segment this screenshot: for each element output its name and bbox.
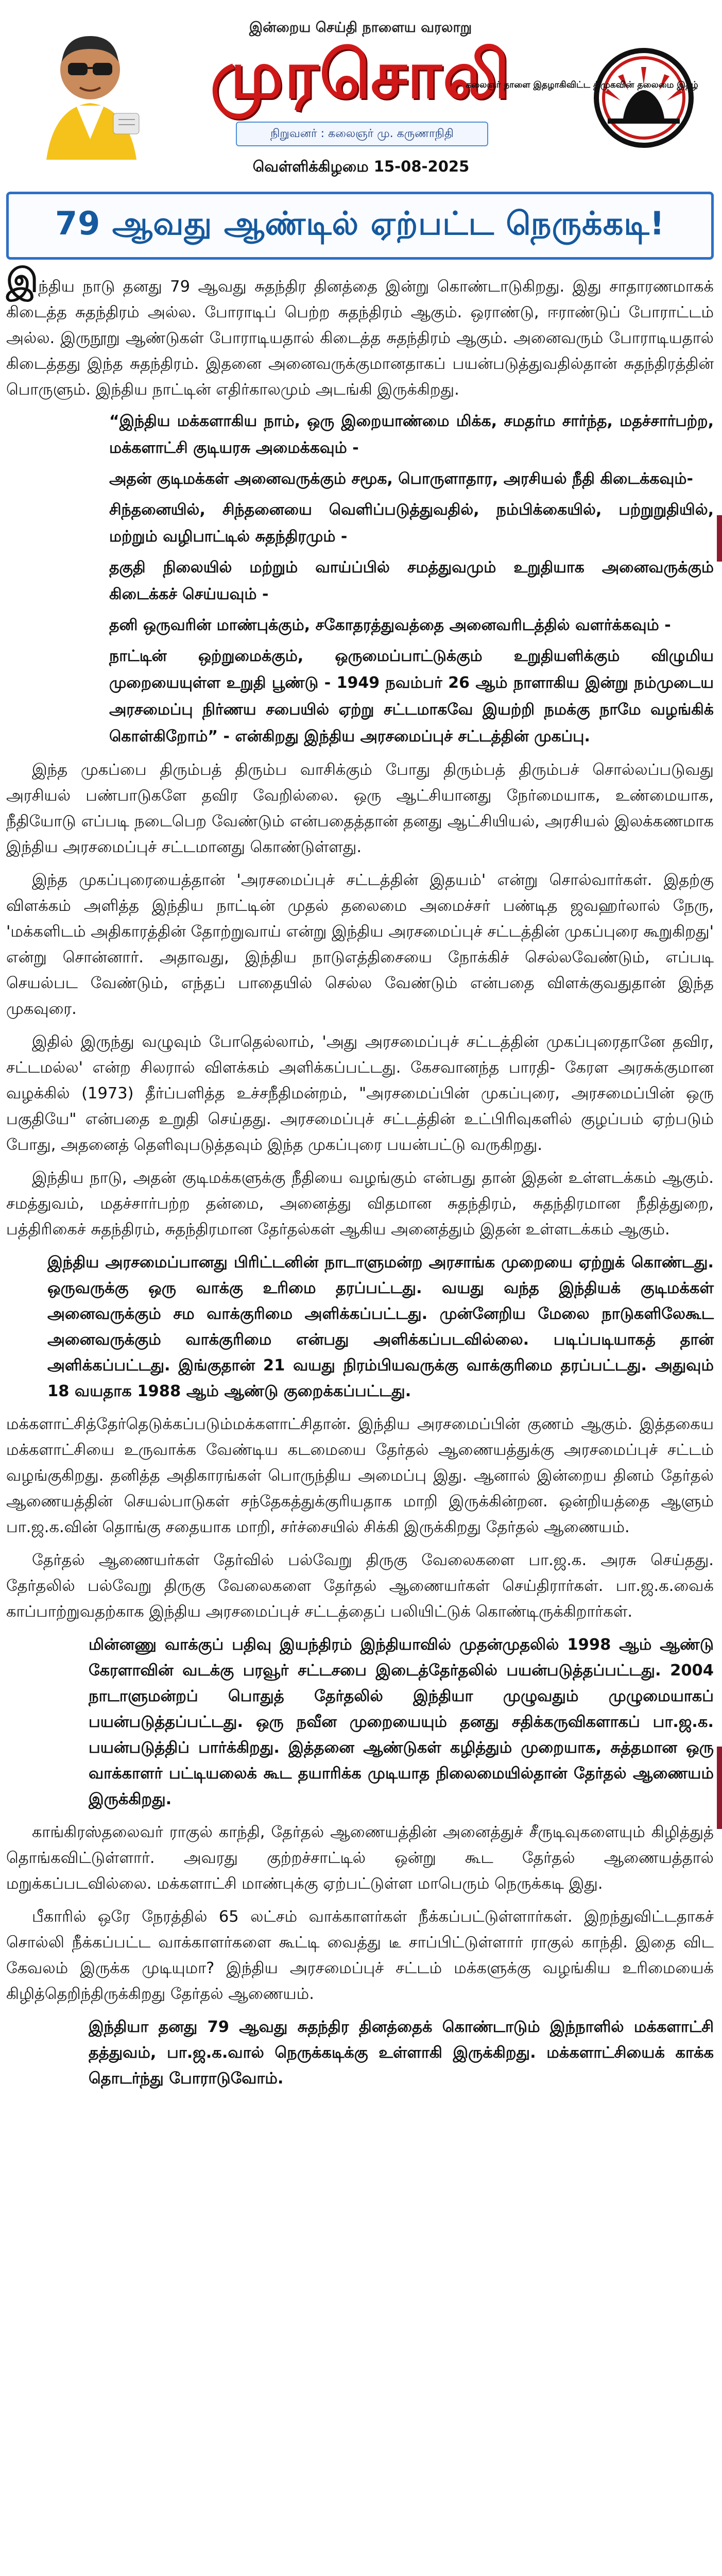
- newspaper-brand: முரசொலி: [210, 36, 511, 113]
- headline: 79 ஆவது ஆண்டில் ஏற்பட்ட நெருக்கடி!: [55, 205, 665, 242]
- paragraph-5: இந்திய நாடு, அதன் குடிமக்களுக்கு நீதியை வழங்கும் என்பது தான் இதன் உள்ளடக்கம் ஆகும். சமத்துவம், மதச்சார்பற்ற தன்மை, அனைத்து விதமான சுதந்திரம், சுதந்திரமான நீதித்துறை, பத்திரிகைச் சுதந்திரம், சுதந்திரமான தேர்தல்கள் ஆகிய அனைத்தும் இதன் உள்ளடக்கம் ஆகும்.: [6, 1169, 714, 1239]
- paragraph-7: தேர்தல் ஆணையர்கள் தேர்வில் பல்வேறு திருகு வேலைகளை பா.ஜ.க. அரசு செய்தது. தேர்தலில் பல்வேறு திருகு வேலைகளை தேர்தல் ஆணையர்கள் செய்திரார்கள். பா.ஜ.க.வைக் காப்பாற்றுவதற்காக இந்திய அரசமைப்புச் சட்டத்தைப் பலியிட்டுக் கொண்டிருக்கிறார்கள்.: [6, 1551, 714, 1621]
- paragraph-2: இந்த முகப்பை திரும்பத் திரும்ப வாசிக்கும் போது திரும்பத் திரும்பச் சொல்லப்படுவது அரசியல் பண்பாடுகளே தவிர வேறில்லை. ஒரு ஆட்சியானது நேர்மையாக, உண்மையாக, நீதியோடு எப்படி நடைபெற வேண்டும் என்பதைத்தான் தனது ஆட்சியியல், அரசியல் இலக்கணமாக இந்திய அரசமைப்புச் சட்டமானது கொண்டுள்ளது.: [6, 761, 714, 856]
- highlight-3: இந்தியா தனது 79 ஆவது சுதந்திர தினத்தைக் கொண்டாடும் இந்நாளில் மக்களாட்சி தத்துவம், பா.ஜ.க.வால் நெருக்கடிக்கு உள்ளாகி இருக்கிறது. மக்களாட்சியைக் காக்க தொடர்ந்து போராடுவோம்.: [89, 2018, 714, 2088]
- quote-line-1: “இந்திய மக்களாகிய நாம், ஒரு இறையாண்மை மிக்க, சமதர்ம சார்ந்த, மதச்சார்பற்ற, மக்களாட்சி குடியரசு அமைக்கவும் -: [109, 412, 714, 457]
- tagline: இன்றைய செய்தி நாளைய வரலாறு: [249, 20, 472, 36]
- margin-mark-2: [717, 1747, 722, 1829]
- paragraph-3: இந்த முகப்புரையைத்தான் 'அரசமைப்புச் சட்டத்தின் இதயம்' என்று சொல்வார்கள். இதற்கு விளக்கம் அளித்த இந்திய நாட்டின் முதல் தலைமை அமைச்சர் பண்டித ஜவஹர்லால் நேரு, 'மக்களிடம் அதிகாரத்தின் தோற்றுவாய் என்று இந்திய அரசமைப்புச் சட்டத்தின் முகப்புரை கூறுகிறது' என்று சொன்னார். அதாவது, இந்திய நாடுஎத்திசையை நோக்கிச் செல்லவேண்டும், எப்படி செயல்பட வேண்டும், எந்தப் பாதையில் செல்ல வேண்டும் என்பதை விளக்குவதுதான் இந்த முகவுரை.: [6, 871, 714, 1018]
- paragraph-6: மக்களாட்சித்தேர்தெடுக்கப்படும்மக்களாட்சிதான். இந்திய அரசமைப்பின் குணம் ஆகும். இத்தகைய மக்களாட்சியை உருவாக்க வேண்டிய கடமையை தேர்தல் ஆணையத்துக்கு அரசமைப்புச் சட்டம் வழங்குகிறது. தனித்த அதிகாரங்கள் பொருந்திய அமைப்பு இது. ஆனால் இன்றைய தினம் தேர்தல் ஆணையத்தின் செயல்பாடுகள் சந்தேகத்துக்குரியதாக மாறி இருக்கின்றன. ஒன்றியத்தை ஆளும் பா.ஜ.க.வின் தொங்கு சதையாக மாறி, சர்ச்சையில் சிக்கி இருக்கிறது தேர்தல் ஆணையம்.: [6, 1415, 714, 1536]
- quote-line-5: தனி ஒருவரின் மாண்புக்கும், சகோதரத்துவத்தை அனைவரிடத்தில் வளர்க்கவும் -: [109, 616, 671, 634]
- quote-line-3: சிந்தனையில், சிந்தனையை வெளிப்படுத்துவதில், நம்பிக்கையில், பற்றுறுதியில், மற்றும் வழிபாட்டில் சுதந்திரமும் -: [109, 501, 714, 546]
- drop-cap: இ: [6, 262, 39, 300]
- paragraph-8: காங்கிரஸ்தலைவர் ராகுல் காந்தி, தேர்தல் ஆணையத்தின் அனைத்துச் சீருடிவுகளையும் கிழித்துத் தொங்கவிட்டுள்ளார். அவரது குற்றச்சாட்டில் ஒன்று கூட தேர்தல் ஆணையத்தால் மறுக்கப்படவில்லை. மக்களாட்சி மாண்புக்கு ஏற்பட்டுள்ள மாபெரும் நெருக்கடி இது.: [6, 1823, 714, 1893]
- highlight-1: இந்திய அரசமைப்பானது பிரிட்டனின் நாடாளுமன்ற அரசாங்க முறையை ஏற்றுக் கொண்டது. ஒருவருக்கு ஒரு வாக்கு உரிமை தரப்பட்டது. வயது வந்த இந்தியக் குடிமக்கள் அனைவருக்கும் சம வாக்குரிமை அளிக்கப்பட்டது. முன்னேறிய மேலை நாடுகளிலேகூட அனைவருக்கும் வாக்குரிமை என்பது அளிக்கப்படவில்லை. படிப்படியாகத் தான் அளிக்கப்பட்டது. இங்குதான் 21 வயது நிரம்பியவருக்கு வாக்குரிமை தரப்பட்டது. அதுவும் 18 வயதாக 1988 ஆம் ஆண்டு குறைக்கப்பட்டது.: [47, 1253, 714, 1400]
- issue-date: வெள்ளிக்கிழமை 15-08-2025: [252, 158, 470, 175]
- paragraph-9: பீகாரில் ஒரே நேரத்தில் 65 லட்சம் வாக்காளர்கள் நீக்கப்பட்டுள்ளார்கள். இறந்துவிட்டதாகச் சொல்லி நீக்கப்பட்ட வாக்காளர்களை கூட்டி வைத்து டீ சாப்பிட்டுள்ளார் ராகுல் காந்தி. இதை விட கேவலம் இருக்க முடியுமா? இந்திய அரசமைப்புச் சட்டம் மக்களுக்கு வழங்கிய உரிமையைக் கிழித்தெறிந்திருக்கிறது தேர்தல் ஆணையம்.: [6, 1908, 714, 2003]
- quote-line-4: தகுதி நிலையில் மற்றும் வாய்ப்பில் சமத்துவமும் உறுதியாக அனைவருக்கும் கிடைக்கச் செய்யவும் -: [109, 558, 714, 603]
- paragraph-1-text: ந்திய நாடு தனது 79 ஆவது சுதந்திர தினத்தை இன்று கொண்டாடுகிறது. இது சாதாரணமாகக் கிடைத்த சுதந்திரம் அல்ல. போராடிப் பெற்ற சுதந்திரம் ஆகும். ஒராண்டு, ஈராண்டுப் போராட்டம் அல்ல. இருநூறு ஆண்டுகள் போராடியதால் கிடைத்த சுதந்திரம் ஆகும். அனைவரும் போராடியதால் கிடைத்தது இந்த சுதந்திரம். இதனை அனைவருக்குமானதாகப் பயன்படுத்துவதில்தான் சுதந்திரத்தின் பொருளும். இந்திய நாட்டின் எதிர்காலமும் அடங்கி இருக்கிறது.: [6, 278, 714, 399]
- quote-line-2: அதன் குடிமக்கள் அனைவருக்கும் சமூக, பொருளாதார, அரசியல் நீதி கிடைக்கவும்-: [109, 470, 693, 488]
- headline-frame: [6, 192, 714, 260]
- masthead: [0, 0, 722, 175]
- article-body: [6, 262, 714, 2576]
- margin-mark-1: [717, 515, 722, 562]
- emblem-text: கலைஞர் நாளை இதழாகிவிட்ட திமுகவின் தலைமை இதழ்: [466, 80, 698, 90]
- quote-line-6: நாட்டின் ஒற்றுமைக்கும், ஒருமைப்பாட்டுக்கும் உறுதியளிக்கும் விழுமிய முறையையுள்ள உறுதி பூண்டு - 1949 நவம்பர் 26 ஆம் நாளாகிய இன்று நம்முடைய அரசமைப்பு நிர்ணய சபையில் ஏற்று சட்டமாகவே இயற்றி நமக்கு நாமே வழங்கிக் கொள்கிறோம்” - என்கிறது இந்திய அரசமைப்புச் சட்டத்தின் முகப்பு.: [109, 647, 714, 745]
- paragraph-1: [6, 262, 714, 403]
- paragraph-4: இதில் இருந்து வழுவும் போதெல்லாம், 'அது அரசமைப்புச் சட்டத்தின் முகப்புரைதானே தவிர, சட்டமல்ல' என்ற சிலரால் விளக்கம் அளிக்கப்பட்டது. கேசவானந்த பாரதி- கேரள அரசுக்குமான வழக்கில் (1973) தீர்ப்பளித்த உச்சநீதிமன்றம், "அரசமைப்பின் முகப்புரை, அரசமைப்பின் ஒரு பகுதியே" என்பதை உறுதி செய்தது. அரசமைப்புச் சட்டத்தின் உட்பிரிவுகளில் குழப்பம் ஏற்படும் போது, அதனைத் தெளிவுபடுத்தவும் இந்த முகப்புரை பயன்பட்டு வருகிறது.: [6, 1033, 714, 1154]
- founder-portrait: [36, 21, 144, 160]
- rising-sun-emblem: [466, 36, 698, 160]
- founder-label: நிறுவனர் : கலைஞர் மு. கருணாநிதி: [236, 122, 488, 146]
- highlight-2: மின்னணு வாக்குப் பதிவு இயந்திரம் இந்தியாவில் முதன்முதலில் 1998 ஆம் ஆண்டு கேரளாவின் வடக்கு பரவூர் சட்டசபை இடைத்தேர்தலில் பயன்படுத்தப்பட்டது. 2004 நாடாளுமன்றப் பொதுத் தேர்தலில் இந்தியா முழுவதும் முழுமையாகப் பயன்படுத்தப்பட்டது. ஒரு நவீன முறையையும் தனது சதிக்கருவிகளாகப் பா.ஜ.க. பயன்படுத்திப் பார்க்கிறது. இத்தனை ஆண்டுகள் கழித்தும் முறையாக, சுத்தமான ஒரு வாக்காளர் பட்டியலைக் கூட தயாரிக்க முடியாத நிலைமையில்தான் தேர்தல் ஆணையம் இருக்கிறது.: [89, 1636, 714, 1808]
